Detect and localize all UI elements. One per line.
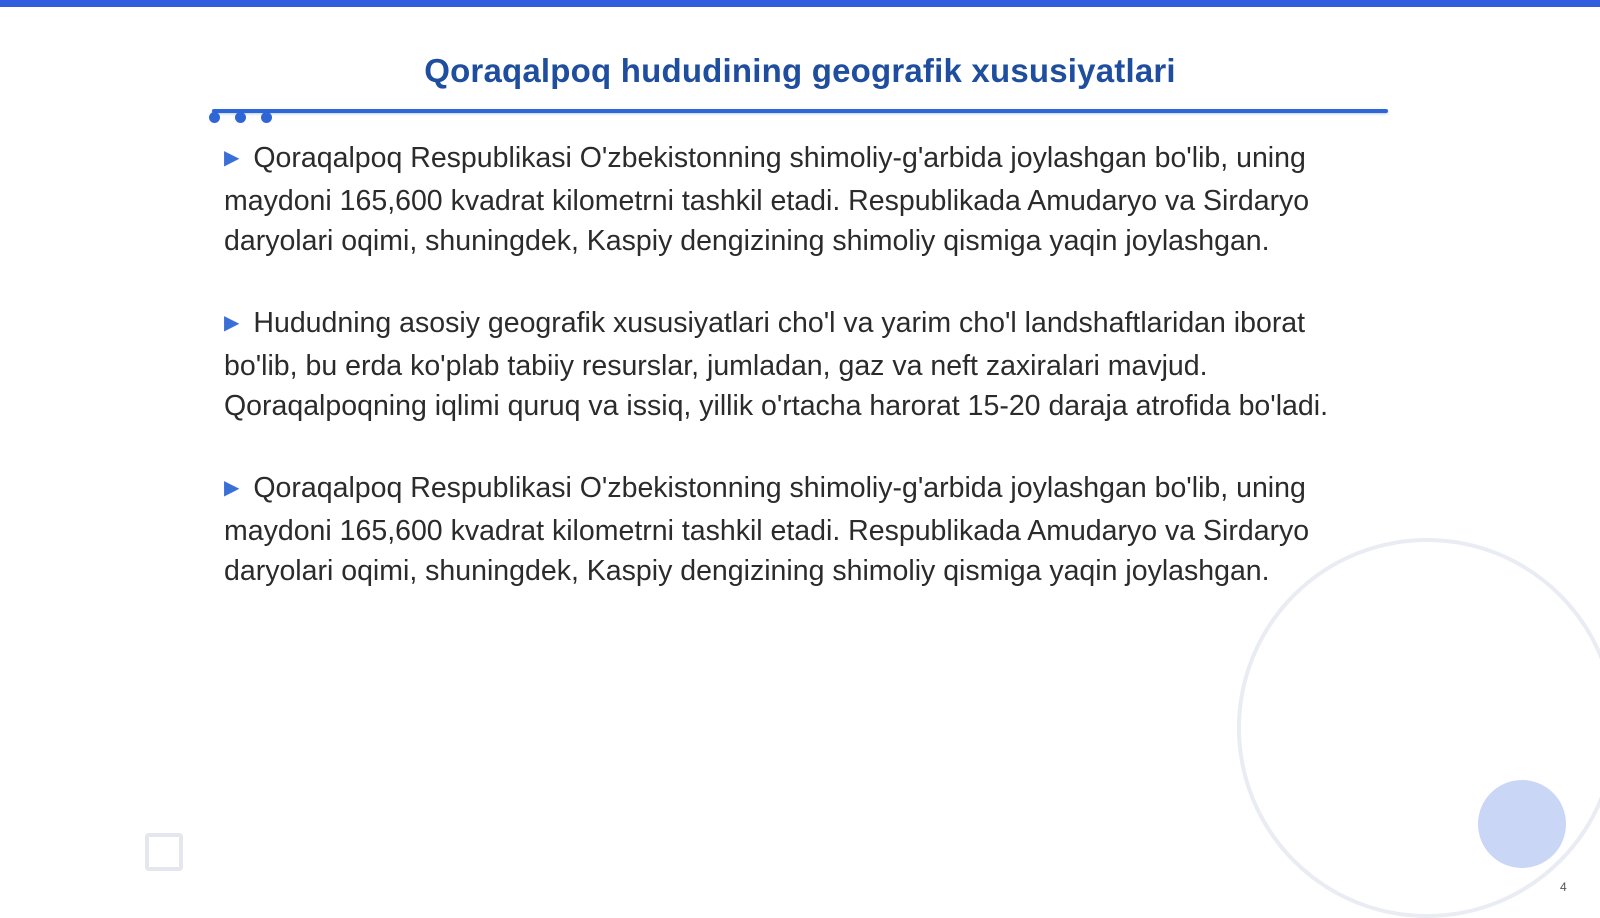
bullet-text: Qoraqalpoq Respublikasi O'zbekistonning shimoliy-g'arbida joylashgan bo'lib, uning maydoni 165,600 kvadrat kilometrni tashkil etadi. Respublikada Amudaryo va Sirdaryo daryolari oqimi, shuningdek, Kaspiy dengizining shimoliy qismiga yaqin joylashgan. <box>224 142 1310 257</box>
slide-title: Qoraqalpoq hududining geografik xususiyatlari <box>424 52 1176 89</box>
bullet-item <box>224 468 1374 591</box>
decorative-circle <box>1478 780 1566 868</box>
title-underline <box>212 109 1388 113</box>
decorative-square <box>145 833 183 871</box>
bullet-text: Hududning asosiy geografik xususiyatlari cho'l va yarim cho'l landshaftlaridan iborat bo'lib, bu erda ko'plab tabiiy resurslar, jumladan, gaz va neft zaxiralari mavjud. Qoraqalpoqning iqlimi quruq va issiq, yillik o'rtacha harorat 15-20 daraja atrofida bo'ladi. <box>224 307 1328 422</box>
triangle-bullet-icon: ▶ <box>224 147 240 169</box>
bullet-text: Qoraqalpoq Respublikasi O'zbekistonning shimoliy-g'arbida joylashgan bo'lib, uning maydoni 165,600 kvadrat kilometrni tashkil etadi. Respublikada Amudaryo va Sirdaryo daryolari oqimi, shuningdek, Kaspiy dengizining shimoliy qismiga yaqin joylashgan. <box>224 472 1310 587</box>
slide-body <box>224 138 1374 633</box>
triangle-bullet-icon: ▶ <box>224 477 240 499</box>
bullet-item <box>224 138 1374 261</box>
top-accent-bar <box>0 0 1600 7</box>
underline-dot-2 <box>235 112 246 123</box>
underline-dot-1 <box>209 112 220 123</box>
page-number: 4 <box>1560 880 1567 894</box>
underline-dot-3 <box>261 112 272 123</box>
bullet-item <box>224 303 1374 426</box>
triangle-bullet-icon: ▶ <box>224 312 240 334</box>
